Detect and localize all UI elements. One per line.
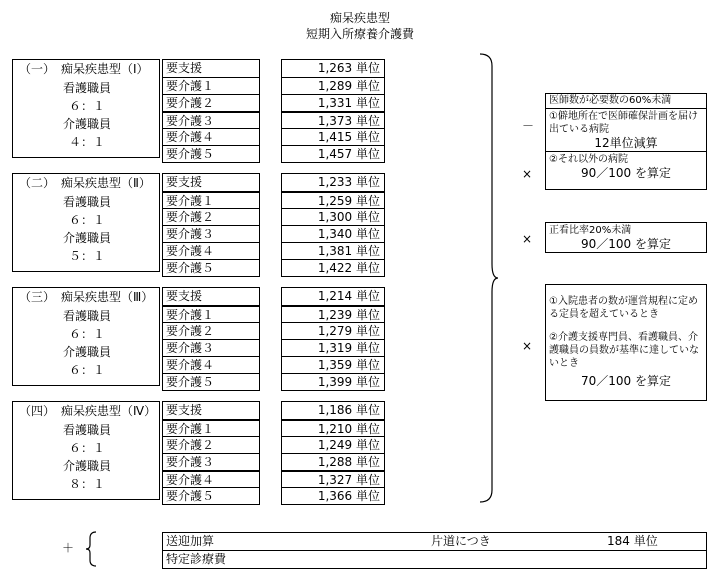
nurse-ratio-text: 正看比率20%未満: [549, 225, 632, 236]
care-level-cell: 要介護３: [163, 111, 259, 128]
unit-value-cell: 1,259 単位: [282, 191, 384, 208]
group-1-ratio1: ６：１: [68, 99, 105, 113]
transport-row: [163, 533, 706, 550]
group-2-ratio1: ６：１: [68, 213, 105, 227]
care-level-cell: 要介護１: [163, 305, 259, 322]
transport-per-trip: 片道につき: [431, 534, 491, 548]
care-level-cell: 要介護２: [163, 94, 259, 111]
group-4-care-levels: [162, 401, 260, 505]
unit-value-cell: 1,319 単位: [282, 339, 384, 356]
unit-value-cell: 1,373 単位: [282, 111, 384, 128]
care-level-cell: 要支援: [166, 61, 203, 75]
care-level-cell: 要介護５: [163, 259, 259, 276]
title-line-2: 短期入所療養介護費: [305, 27, 414, 41]
care-level-cell: 要介護５: [163, 145, 259, 162]
transport-value: 184 単位: [607, 534, 658, 548]
unit-value-cell: 1,381 単位: [282, 242, 384, 259]
unit-value-cell: 1,288 単位: [282, 453, 384, 470]
unit-value-cell: 1,300 単位: [282, 208, 384, 225]
group-4-title: （四） 痴呆疾患型（Ⅳ）: [19, 404, 157, 418]
group-2-title: （二） 痴呆疾患型（Ⅱ）: [19, 176, 151, 190]
left-bracket: [84, 530, 98, 568]
group-1-unit-values: [281, 59, 385, 163]
care-level-cell: 要介護１: [163, 77, 259, 94]
group-4-ratio1: ６：１: [68, 441, 105, 455]
care-level-cell: 要介護３: [163, 339, 259, 356]
doctor-item-2: ②それ以外の病院: [546, 151, 706, 166]
page-title: [250, 10, 470, 42]
group-3-care-levels: [162, 287, 260, 391]
care-level-cell: 要介護１: [163, 191, 259, 208]
unit-value-cell: 1,327 単位: [282, 470, 384, 487]
nurse-ratio-value: 90／100 を算定: [581, 237, 671, 251]
care-level-cell: 要介護５: [163, 373, 259, 390]
care-level-cell: 要介護３: [163, 453, 259, 470]
group-4-unit-values: [281, 401, 385, 505]
unit-value-cell: 1,249 単位: [282, 436, 384, 453]
special-fee-row: [163, 550, 706, 568]
group-3-staff1: 看護職員: [62, 309, 111, 323]
doctor-item-1: ①僻地所在で医師確保計画を届け出ている病院: [546, 108, 706, 136]
group-1-care-levels: [162, 59, 260, 163]
plus-operator: ＋: [62, 541, 75, 555]
group-3-label-box: [12, 287, 160, 386]
capacity-value: 70／100 を算定: [581, 374, 671, 388]
group-1-ratio2: ４：１: [68, 135, 105, 149]
group-2-unit-values: [281, 173, 385, 277]
bottom-table: [162, 532, 707, 569]
care-level-cell: 要介護３: [163, 225, 259, 242]
unit-value-cell: 1,359 単位: [282, 356, 384, 373]
unit-value-cell: 1,210 単位: [282, 419, 384, 436]
group-4-ratio2: ８：１: [68, 477, 105, 491]
doctor-shortage-header: 医師数が必要数の60%未満: [549, 95, 672, 106]
doctor-item-2-value: 90／100 を算定: [581, 166, 671, 180]
group-2-staff2: 介護職員: [62, 231, 111, 245]
unit-value-cell: 1,457 単位: [282, 145, 384, 162]
unit-value-cell: 1,331 単位: [282, 94, 384, 111]
group-3-ratio1: ６：１: [68, 327, 105, 341]
care-level-cell: 要介護２: [163, 322, 259, 339]
unit-value-cell: 1,422 単位: [282, 259, 384, 276]
unit-value-cell: 1,214 単位: [317, 289, 380, 303]
unit-value-cell: 1,366 単位: [282, 487, 384, 504]
capacity-box: [545, 284, 707, 401]
group-3-staff2: 介護職員: [62, 345, 111, 359]
times-operator-1: ×: [522, 167, 533, 181]
group-3-unit-values: [281, 287, 385, 391]
unit-value-cell: 1,289 単位: [282, 77, 384, 94]
group-2-care-levels: [162, 173, 260, 277]
care-level-cell: 要支援: [166, 175, 203, 189]
care-level-cell: 要支援: [166, 403, 203, 417]
title-line-1: 痴呆疾患型: [329, 11, 390, 25]
group-1-label-box: [12, 59, 160, 158]
care-level-cell: 要介護１: [163, 419, 259, 436]
capacity-item-2: ②介護支援専門員、看護職員、介護職員の員数が基準に達していないとき: [549, 332, 699, 369]
capacity-item-1: ①入院患者の数が運営規程に定める定員を超えているとき: [549, 296, 698, 320]
doctor-shortage-box: [545, 93, 707, 190]
special-fee-label: 特定診療費: [166, 552, 227, 566]
care-level-cell: 要介護４: [163, 242, 259, 259]
group-1-title: （一） 痴呆疾患型（Ⅰ）: [19, 62, 149, 76]
group-2-staff1: 看護職員: [62, 195, 111, 209]
care-level-cell: 要介護２: [163, 436, 259, 453]
group-2-ratio2: ５：１: [68, 249, 105, 263]
doctor-item-1-value: 12単位減算: [594, 136, 658, 150]
group-1-staff1: 看護職員: [62, 81, 111, 95]
group-4-label-box: [12, 401, 160, 500]
nurse-ratio-box: [545, 222, 707, 253]
group-3-title: （三） 痴呆疾患型（Ⅲ）: [19, 290, 154, 304]
times-operator-3: ×: [522, 339, 533, 353]
group-1-staff2: 介護職員: [62, 117, 111, 131]
group-4-staff1: 看護職員: [62, 423, 111, 437]
times-operator-2: ×: [522, 232, 533, 246]
care-level-cell: 要介護２: [163, 208, 259, 225]
transport-label: 送迎加算: [166, 534, 215, 548]
group-4-staff2: 介護職員: [62, 459, 111, 473]
care-level-cell: 要介護４: [163, 128, 259, 145]
care-level-cell: 要介護４: [163, 356, 259, 373]
right-brace: [478, 52, 500, 504]
care-level-cell: 要支援: [166, 289, 203, 303]
unit-value-cell: 1,263 単位: [317, 61, 380, 75]
group-2-label-box: [12, 173, 160, 272]
unit-value-cell: 1,415 単位: [282, 128, 384, 145]
unit-value-cell: 1,233 単位: [317, 175, 380, 189]
care-level-cell: 要介護４: [163, 470, 259, 487]
minus-operator: －: [522, 119, 535, 133]
unit-value-cell: 1,279 単位: [282, 322, 384, 339]
unit-value-cell: 1,239 単位: [282, 305, 384, 322]
care-level-cell: 要介護５: [163, 487, 259, 504]
unit-value-cell: 1,399 単位: [282, 373, 384, 390]
group-3-ratio2: ６：１: [68, 363, 105, 377]
unit-value-cell: 1,186 単位: [317, 403, 380, 417]
unit-value-cell: 1,340 単位: [282, 225, 384, 242]
